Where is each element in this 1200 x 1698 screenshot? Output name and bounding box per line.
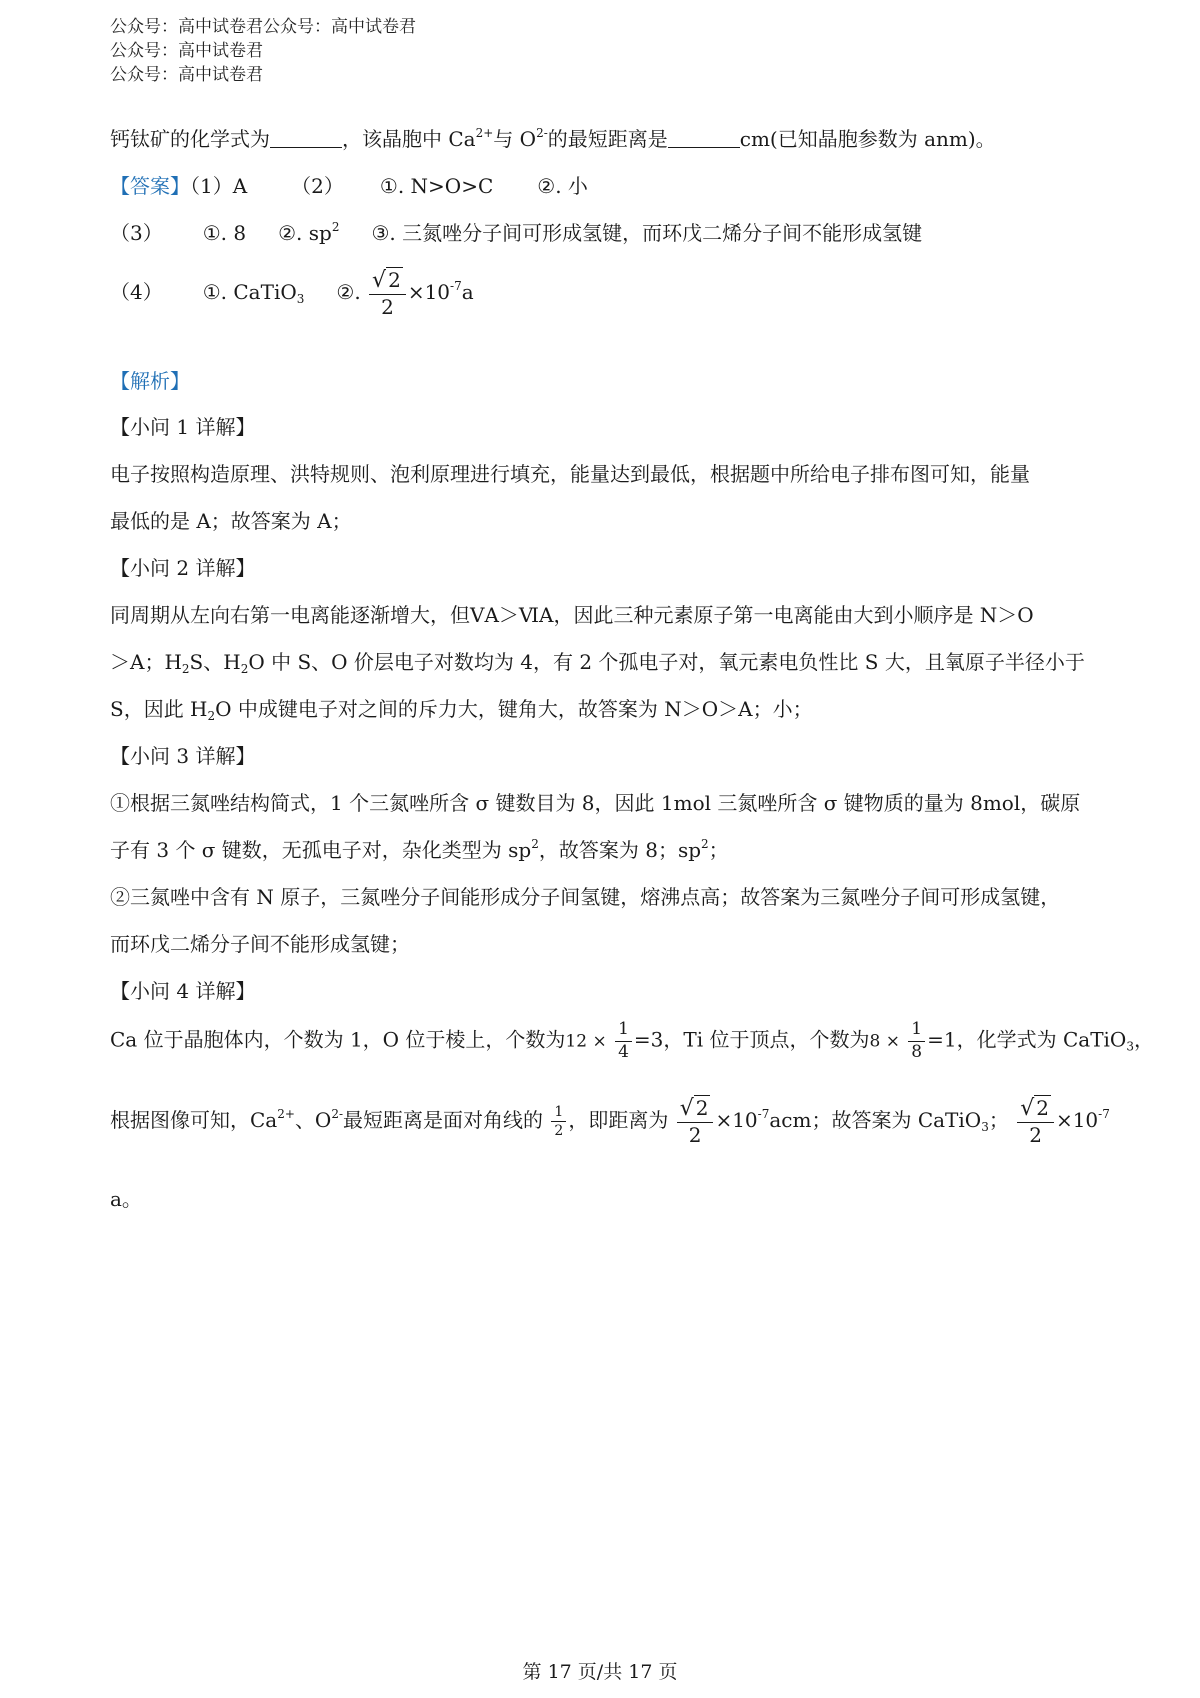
answer-line-2 bbox=[110, 217, 922, 246]
answer-blank-2 bbox=[668, 129, 740, 148]
quarter-den: 4 bbox=[618, 1041, 629, 1062]
q3-sup-2: 2 bbox=[701, 837, 709, 851]
q4-sup-2: 2- bbox=[331, 1107, 344, 1122]
times-ten-2: ×10 bbox=[715, 1108, 758, 1133]
exponent-3: -7 bbox=[1098, 1107, 1110, 1122]
q4-twelve-times: 12 × bbox=[565, 1031, 607, 1052]
ca-charge: 2+ bbox=[475, 126, 494, 140]
answer-line-1 bbox=[110, 170, 588, 199]
q2-line-2 bbox=[110, 646, 1085, 675]
q2-text-a: ＞A；H bbox=[110, 650, 182, 674]
eighth-num: 1 bbox=[908, 1020, 925, 1042]
q3-line-1: ①根据三氮唑结构简式，1 个三氮唑所含 σ 键数目为 8，因此 1mol 三氮唑所含 σ 键物质的量为 8mol，碳原 bbox=[110, 791, 1081, 815]
answer-2-2: ②. 小 bbox=[537, 174, 588, 198]
q4-text-i: acm；故答案为 CaTiO bbox=[769, 1108, 982, 1133]
answer-blank-1 bbox=[270, 129, 342, 148]
answer-3-2-sup: 2 bbox=[331, 220, 340, 234]
question-text-1: 钙钛矿的化学式为 bbox=[110, 127, 270, 151]
quarter-num: 1 bbox=[615, 1020, 632, 1042]
q4-text-e: 根据图像可知，Ca bbox=[110, 1108, 278, 1133]
radicand-2: 2 bbox=[695, 1096, 709, 1120]
q4-sub-1: 3 bbox=[1126, 1039, 1134, 1054]
q2-text-c: O 中 S、O 价层电子对数均为 4，有 2 个孤电子对，氧元素电负性比 S 大，且氧原子半径小于 bbox=[248, 650, 1085, 674]
answer-3-3: ③. 三氮唑分子间可形成氢键，而环戊二烯分子间不能形成氢键 bbox=[371, 221, 923, 245]
q4-text-g: 最短距离是面对角线的 bbox=[343, 1108, 544, 1133]
sqrt2-over-2-fraction-2: $\frac{√ 2}{2}$ bbox=[677, 1096, 714, 1147]
q3-text-a: 子有 3 个 σ 键数，无孤电子对，杂化类型为 sp bbox=[110, 838, 532, 862]
answer-3-label: （3） bbox=[110, 221, 163, 245]
times-ten: ×10 bbox=[407, 280, 451, 305]
q4-text-h: ，即距离为 bbox=[568, 1108, 669, 1133]
q4-line-2 bbox=[110, 1096, 1110, 1147]
page-footer: 第 17 页/共 17 页 bbox=[522, 1661, 678, 1683]
q3-line-2 bbox=[110, 834, 729, 863]
half-den: 2 bbox=[554, 1123, 564, 1140]
q2-text-b: S、H bbox=[189, 650, 241, 674]
exponent: -7 bbox=[450, 279, 462, 294]
q1-line-1: 电子按照构造原理、洪特规则、泡利原理进行填充，能量达到最低，根据题中所给电子排布图可知，能量 bbox=[110, 462, 1030, 486]
sqrt2-over-2-fraction-3: $\frac{√ 2}{2}$ bbox=[1017, 1096, 1054, 1147]
q1-heading: 【小问 1 详解】 bbox=[110, 415, 256, 439]
q3-text-c: ； bbox=[708, 838, 729, 862]
question-text-5: cm(已知晶胞参数为 anm)。 bbox=[739, 127, 996, 151]
q4-text-b: =3，Ti 位于顶点，个数为 bbox=[633, 1027, 870, 1052]
answer-line-3 bbox=[110, 268, 474, 319]
q4-line-1 bbox=[110, 1020, 1154, 1062]
q4-sub-2: 3 bbox=[981, 1120, 989, 1135]
q3-line-3: ②三氮唑中含有 N 原子，三氮唑分子间能形成分子间氢键，熔沸点高；故答案为三氮唑分子间可形成氢键， bbox=[110, 885, 1061, 909]
q4-text-c: =1，化学式为 CaTiO bbox=[927, 1027, 1127, 1052]
watermark-line-3: 公众号：高中试卷君 bbox=[110, 65, 263, 85]
watermark-line-1: 公众号：高中试卷君公众号：高中试卷君 bbox=[110, 17, 416, 37]
answer-3-2: ②. sp bbox=[278, 221, 332, 245]
q4-text-f: 、O bbox=[294, 1108, 332, 1133]
o-charge: 2- bbox=[536, 126, 548, 140]
question-text-4: 的最短距离是 bbox=[547, 127, 668, 151]
q4-text-j: ； bbox=[988, 1108, 1009, 1133]
q4-text-d: ， bbox=[1133, 1027, 1154, 1052]
q4-heading: 【小问 4 详解】 bbox=[110, 979, 256, 1003]
analysis-label: 【解析】 bbox=[110, 369, 190, 393]
half-fraction bbox=[551, 1104, 566, 1139]
q3-text-b: ，故答案为 8；sp bbox=[538, 838, 702, 862]
times-ten-3: ×10 bbox=[1055, 1108, 1099, 1133]
exponent-2: -7 bbox=[757, 1107, 770, 1122]
answer-3-1: ①. 8 bbox=[202, 221, 247, 245]
answer-1: （1）A bbox=[190, 174, 248, 198]
radicand: 2 bbox=[388, 268, 401, 292]
q2-sub-1: 2 bbox=[181, 662, 190, 676]
watermark-line-2: 公众号：高中试卷君 bbox=[110, 41, 263, 61]
q4-sup-1: 2+ bbox=[277, 1107, 295, 1122]
q2-sub-3: 2 bbox=[207, 709, 216, 723]
sqrt2-over-2-fraction: $\frac{√ 2}{2}$ bbox=[369, 268, 406, 319]
answer-2-label: （2） bbox=[291, 174, 344, 198]
q2-line-1: 同周期从左向右第一电离能逐渐增大，但ⅤA＞ⅥA，因此三种元素原子第一电离能由大到小顺序是 N＞O bbox=[110, 603, 1034, 627]
eighth-fraction bbox=[908, 1020, 925, 1062]
denominator: 2 bbox=[381, 295, 394, 320]
question-line bbox=[110, 123, 996, 152]
radicand-3: 2 bbox=[1036, 1096, 1049, 1120]
answer-4-1-sub: 3 bbox=[296, 292, 305, 307]
q4-line-3: a。 bbox=[110, 1187, 142, 1211]
eighth-den: 8 bbox=[911, 1041, 923, 1062]
q2-text-e: O 中成键电子对之间的斥力大，键角大，故答案为 N＞O＞A；小； bbox=[215, 697, 813, 721]
q2-line-3 bbox=[110, 693, 813, 722]
q2-heading: 【小问 2 详解】 bbox=[110, 556, 256, 580]
q2-sub-2: 2 bbox=[240, 662, 249, 676]
denominator-3: 2 bbox=[1029, 1123, 1042, 1148]
answer-label: 【答案】 bbox=[110, 174, 190, 198]
q4-eight-times: 8 × bbox=[869, 1031, 900, 1052]
question-text-3: 与 O bbox=[493, 127, 537, 151]
answer-4-1: ①. CaTiO bbox=[202, 280, 297, 305]
q3-heading: 【小问 3 详解】 bbox=[110, 744, 256, 768]
half-num: 1 bbox=[551, 1104, 566, 1122]
quarter-fraction bbox=[615, 1020, 632, 1062]
answer-4-2-label: ②. bbox=[336, 280, 361, 305]
q3-sup-1: 2 bbox=[531, 837, 539, 851]
q2-text-d: S，因此 H bbox=[110, 697, 208, 721]
q3-line-4: 而环戊二烯分子间不能形成氢键； bbox=[110, 932, 410, 956]
question-text-2: ，该晶胞中 Ca bbox=[342, 127, 476, 151]
denominator-2: 2 bbox=[688, 1123, 702, 1148]
q1-line-2: 最低的是 A；故答案为 A； bbox=[110, 509, 352, 533]
answer-2-1: ①. N>O>C bbox=[379, 174, 494, 198]
answer-4-2-tail: a bbox=[461, 280, 474, 305]
q4-text-a: Ca 位于晶胞体内，个数为 1，O 位于棱上，个数为 bbox=[110, 1027, 566, 1052]
answer-4-label: （4） bbox=[110, 280, 163, 305]
